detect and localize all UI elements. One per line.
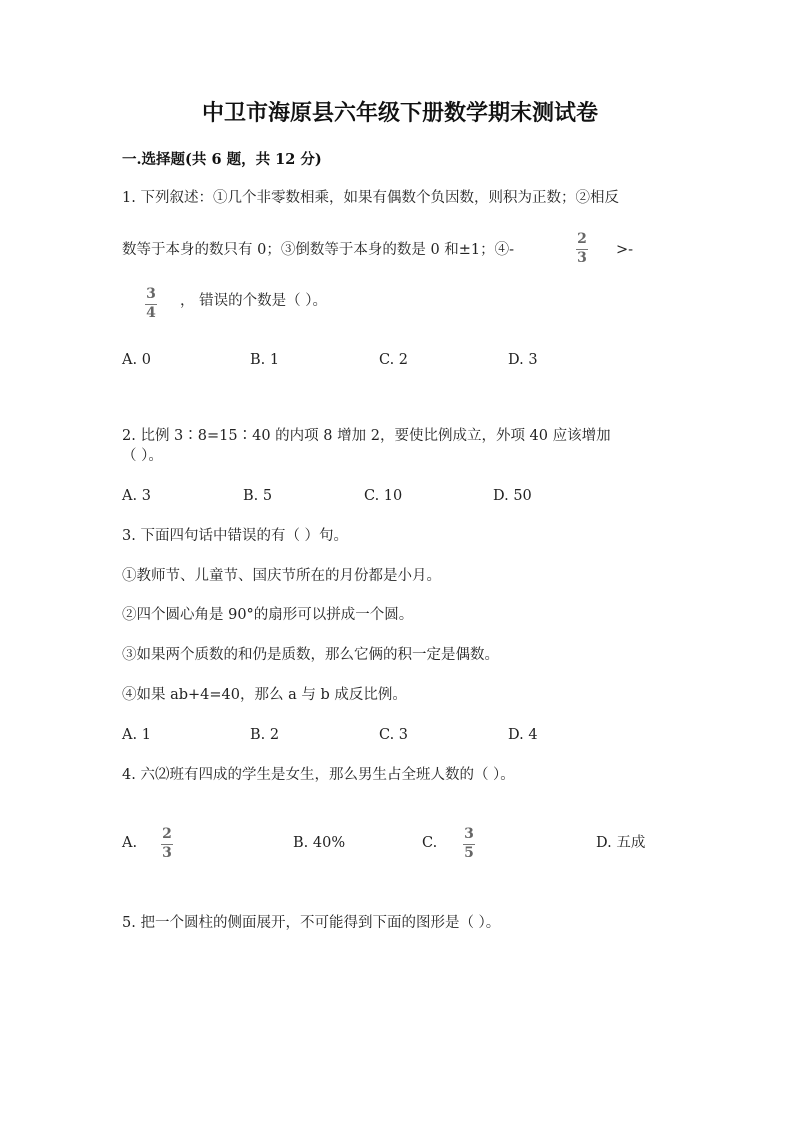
q3-option-c: C. 3 [379,727,409,743]
q4-option-c-label: C. [422,835,438,851]
q1-line3: ， 错误的个数是（ ）。 [180,293,327,309]
q4-option-c-fraction [463,827,475,861]
fraction-denominator: 5 [464,845,474,861]
q1-line2: 数等于本身的数只有 0；③倒数等于本身的数是 0 和±1；④- [122,242,515,258]
q1-option-d: D. 3 [508,352,538,368]
q4-option-a-label: A. [122,835,138,851]
q3-statement-2: ②四个圆心角是 90°的扇形可以拼成一个圆。 [122,607,414,623]
fraction-denominator: 3 [577,250,587,266]
fraction-numerator: 3 [464,826,474,842]
q3-stem: 3. 下面四句话中错误的有（ ）句。 [122,528,349,544]
fraction-denominator: 4 [146,305,156,321]
q3-option-d: D. 4 [508,727,538,743]
q4-option-b: B. 40% [293,835,346,851]
q2-option-c: C. 10 [364,488,403,504]
fraction-numerator: 2 [162,826,172,842]
fraction-numerator: 3 [146,286,156,302]
q4-option-d: D. 五成 [596,835,646,851]
q2-option-b: B. 5 [243,488,273,504]
q1-option-c: C. 2 [379,352,409,368]
q2-option-a: A. 3 [122,488,151,504]
q4-option-a-fraction [161,827,173,861]
q3-statement-4: ④如果 ab+4=40，那么 a 与 b 成反比例。 [122,687,407,703]
section-heading: 一.选择题(共 6 题，共 12 分) [122,151,322,168]
q2-option-d: D. 50 [493,488,532,504]
q1-comparison: >- [616,242,634,258]
q3-statement-1: ①教师节、儿童节、国庆节所在的月份都是小月。 [122,568,441,584]
q5-stem: 5. 把一个圆柱的侧面展开，不可能得到下面的图形是（ ）。 [122,915,501,931]
q3-statement-3: ③如果两个质数的和仍是质数，那么它俩的积一定是偶数。 [122,647,499,663]
q1-fraction-3-4 [145,287,157,321]
q4-stem: 4. 六⑵班有四成的学生是女生，那么男生占全班人数的（ ）。 [122,767,515,783]
q3-option-a: A. 1 [122,727,151,743]
q1-line1: 1. 下列叙述：①几个非零数相乘，如果有偶数个负因数，则积为正数；②相反 [122,190,619,206]
q2-line1: 2. 比例 3∶8=15∶40 的内项 8 增加 2，要使比例成立，外项 40 应该增加 [122,428,611,444]
q3-option-b: B. 2 [250,727,280,743]
fraction-numerator: 2 [577,231,587,247]
fraction-denominator: 3 [162,845,172,861]
q2-line2: （ ）。 [122,448,163,464]
q1-fraction-2-3 [576,232,588,266]
q1-option-a: A. 0 [122,352,151,368]
exam-title: 中卫市海原县六年级下册数学期末测试卷 [201,100,598,126]
q1-option-b: B. 1 [250,352,280,368]
